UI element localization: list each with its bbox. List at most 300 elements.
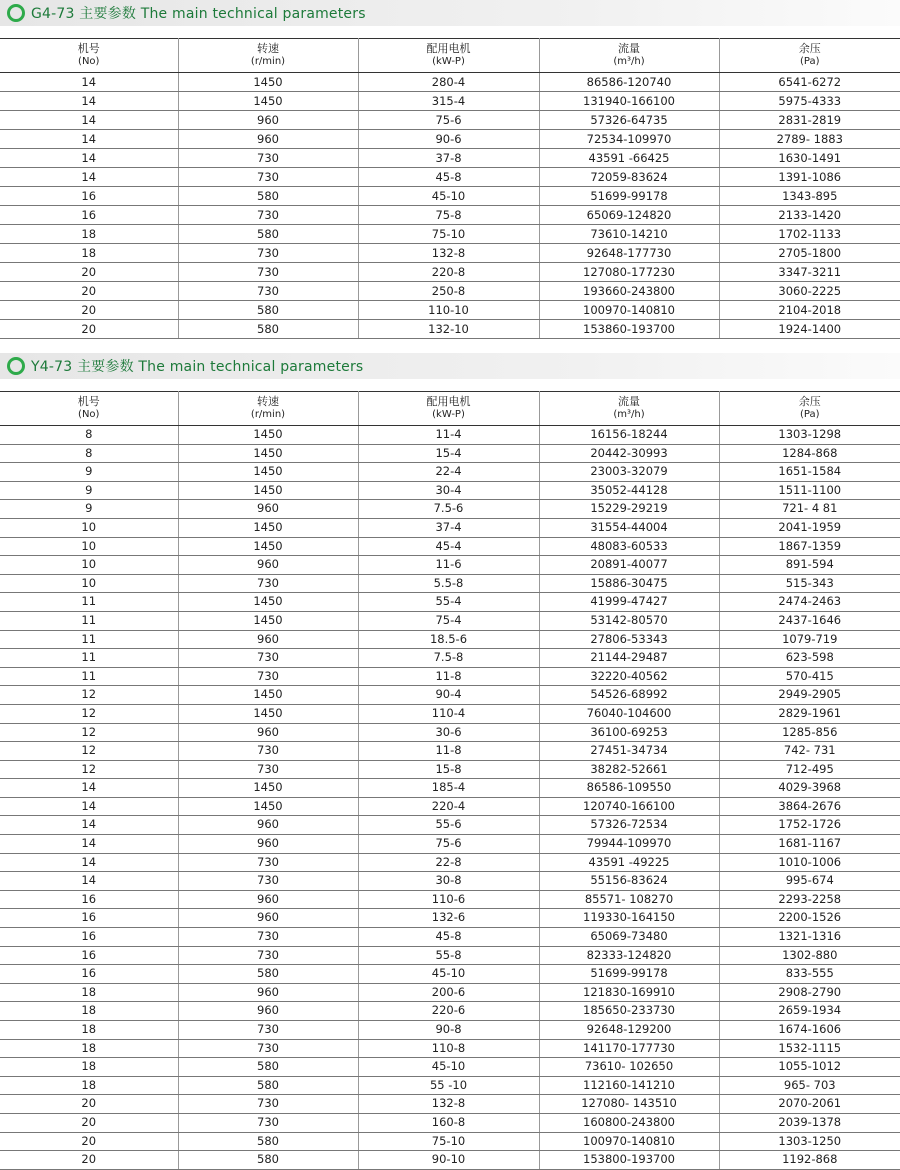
table-cell: 10 xyxy=(0,556,178,575)
table-cell: 580 xyxy=(178,1076,358,1095)
column-header-label: 流量 xyxy=(540,42,719,55)
table-row xyxy=(0,244,900,263)
table-cell: 20891-40077 xyxy=(539,556,719,575)
table-cell: 10 xyxy=(0,574,178,593)
table-cell: 22-4 xyxy=(358,463,539,482)
column-header-unit: (r/min) xyxy=(179,408,358,421)
table-cell: 1343-895 xyxy=(719,187,900,206)
table-cell: 18 xyxy=(0,225,178,244)
table-cell: 9 xyxy=(0,481,178,500)
table-cell: 580 xyxy=(178,965,358,984)
table-cell: 45-8 xyxy=(358,168,539,187)
table-cell: 960 xyxy=(178,1002,358,1021)
table-cell: 2659-1934 xyxy=(719,1002,900,1021)
table-cell: 2070-2061 xyxy=(719,1095,900,1114)
table-cell: 55-8 xyxy=(358,946,539,965)
column-header-label: 流量 xyxy=(540,395,719,408)
table-cell: 18.5-6 xyxy=(358,630,539,649)
table-cell: 730 xyxy=(178,853,358,872)
table-cell: 2437-1646 xyxy=(719,611,900,630)
table-cell: 960 xyxy=(178,630,358,649)
table-row xyxy=(0,556,900,575)
table-cell: 730 xyxy=(178,282,358,301)
table-row xyxy=(0,928,900,947)
table-cell: 15-4 xyxy=(358,444,539,463)
column-header-unit: (Pa) xyxy=(720,55,900,68)
table-cell: 86586-120740 xyxy=(539,73,719,92)
table-cell: 995-674 xyxy=(719,872,900,891)
table-cell: 16156-18244 xyxy=(539,426,719,445)
table-cell: 141170-177730 xyxy=(539,1039,719,1058)
table-cell: 16 xyxy=(0,909,178,928)
column-header xyxy=(358,391,539,426)
table-row xyxy=(0,909,900,928)
table-row xyxy=(0,426,900,445)
table-row xyxy=(0,444,900,463)
table-cell: 730 xyxy=(178,168,358,187)
table-cell: 31554-44004 xyxy=(539,518,719,537)
table-cell: 185-4 xyxy=(358,779,539,798)
table-cell: 2829-1961 xyxy=(719,704,900,723)
table-cell: 20 xyxy=(0,1095,178,1114)
table-cell: 712-495 xyxy=(719,760,900,779)
table-cell: 132-8 xyxy=(358,1095,539,1114)
table-cell: 73610-14210 xyxy=(539,225,719,244)
table-cell: 193660-243800 xyxy=(539,282,719,301)
column-header xyxy=(358,38,539,73)
table-cell: 20 xyxy=(0,1151,178,1170)
table-row xyxy=(0,797,900,816)
table-cell: 11-8 xyxy=(358,742,539,761)
table-cell: 110-8 xyxy=(358,1039,539,1058)
table-row xyxy=(0,574,900,593)
column-header xyxy=(0,38,178,73)
table-cell: 1450 xyxy=(178,463,358,482)
table-cell: 72534-109970 xyxy=(539,130,719,149)
table-cell: 12 xyxy=(0,686,178,705)
table-cell: 1079-719 xyxy=(719,630,900,649)
table-cell: 1450 xyxy=(178,481,358,500)
table-cell: 55 -10 xyxy=(358,1076,539,1095)
table-row xyxy=(0,1002,900,1021)
table-row xyxy=(0,723,900,742)
table-cell: 132-8 xyxy=(358,244,539,263)
table-cell: 43591 -66425 xyxy=(539,149,719,168)
table-cell: 220-8 xyxy=(358,263,539,282)
table-cell: 960 xyxy=(178,890,358,909)
column-header-unit: (Pa) xyxy=(720,408,900,421)
column-header-unit: (No) xyxy=(0,408,178,421)
column-header-unit: (m³/h) xyxy=(540,408,719,421)
table-cell: 250-8 xyxy=(358,282,539,301)
table-cell: 100970-140810 xyxy=(539,301,719,320)
circle-icon xyxy=(7,4,25,22)
column-header-unit: (r/min) xyxy=(179,55,358,68)
table-cell: 23003-32079 xyxy=(539,463,719,482)
table-cell: 9 xyxy=(0,463,178,482)
table-cell: 2041-1959 xyxy=(719,518,900,537)
table-cell: 1651-1584 xyxy=(719,463,900,482)
table-cell: 20 xyxy=(0,282,178,301)
table-cell: 1450 xyxy=(178,73,358,92)
table-cell: 960 xyxy=(178,723,358,742)
table-cell: 73610- 102650 xyxy=(539,1058,719,1077)
table-cell: 36100-69253 xyxy=(539,723,719,742)
table-cell: 12 xyxy=(0,760,178,779)
table-cell: 18 xyxy=(0,244,178,263)
table-cell: 3864-2676 xyxy=(719,797,900,816)
table-cell: 1450 xyxy=(178,593,358,612)
table-cell: 11-4 xyxy=(358,426,539,445)
table-cell: 730 xyxy=(178,946,358,965)
table-cell: 38282-52661 xyxy=(539,760,719,779)
table-cell: 11 xyxy=(0,593,178,612)
table-cell: 580 xyxy=(178,1058,358,1077)
table-cell: 280-4 xyxy=(358,73,539,92)
table-row xyxy=(0,149,900,168)
column-header xyxy=(0,391,178,426)
table-cell: 965- 703 xyxy=(719,1076,900,1095)
table-cell: 2474-2463 xyxy=(719,593,900,612)
table-cell: 6541-6272 xyxy=(719,73,900,92)
table-cell: 12 xyxy=(0,704,178,723)
table-cell: 730 xyxy=(178,649,358,668)
section-header-g4-73 xyxy=(0,0,900,26)
column-header-label: 机号 xyxy=(0,42,178,55)
column-header xyxy=(178,38,358,73)
table-cell: 48083-60533 xyxy=(539,537,719,556)
table-cell: 22-8 xyxy=(358,853,539,872)
table-cell: 110-6 xyxy=(358,890,539,909)
table-cell: 30-6 xyxy=(358,723,539,742)
table-row xyxy=(0,263,900,282)
table-cell: 730 xyxy=(178,244,358,263)
table-row xyxy=(0,206,900,225)
table-cell: 16 xyxy=(0,928,178,947)
column-header xyxy=(719,38,900,73)
table-cell: 20 xyxy=(0,320,178,339)
table-cell: 730 xyxy=(178,263,358,282)
table-cell: 75-8 xyxy=(358,206,539,225)
table-cell: 960 xyxy=(178,835,358,854)
table-row xyxy=(0,686,900,705)
table-cell: 730 xyxy=(178,928,358,947)
table-cell: 960 xyxy=(178,111,358,130)
y4-73-parameter-table xyxy=(0,391,900,1170)
table-cell: 960 xyxy=(178,130,358,149)
table-cell: 1192-868 xyxy=(719,1151,900,1170)
column-header-unit: (kW-P) xyxy=(359,55,539,68)
table-cell: 14 xyxy=(0,111,178,130)
table-cell: 15-8 xyxy=(358,760,539,779)
table-cell: 220-4 xyxy=(358,797,539,816)
table-row xyxy=(0,890,900,909)
table-cell: 1867-1359 xyxy=(719,537,900,556)
table-row xyxy=(0,1021,900,1040)
table-cell: 1450 xyxy=(178,518,358,537)
table-cell: 742- 731 xyxy=(719,742,900,761)
table-cell: 8 xyxy=(0,426,178,445)
table-cell: 86586-109550 xyxy=(539,779,719,798)
table-cell: 10 xyxy=(0,518,178,537)
table-cell: 1284-868 xyxy=(719,444,900,463)
table-cell: 1532-1115 xyxy=(719,1039,900,1058)
table-cell: 580 xyxy=(178,1151,358,1170)
table-cell: 14 xyxy=(0,130,178,149)
table-cell: 132-10 xyxy=(358,320,539,339)
table-cell: 16 xyxy=(0,965,178,984)
table-cell: 2908-2790 xyxy=(719,983,900,1002)
column-header-label: 转速 xyxy=(179,42,358,55)
table-cell: 580 xyxy=(178,301,358,320)
table-cell: 75-10 xyxy=(358,1132,539,1151)
table-row xyxy=(0,282,900,301)
table-cell: 721- 4 81 xyxy=(719,500,900,519)
table-cell: 2789- 1883 xyxy=(719,130,900,149)
column-header-unit: (m³/h) xyxy=(540,55,719,68)
table-cell: 27451-34734 xyxy=(539,742,719,761)
table-cell: 730 xyxy=(178,574,358,593)
section-title: Y4-73 主要参数 The main technical parameters xyxy=(31,356,363,376)
table-cell: 1303-1250 xyxy=(719,1132,900,1151)
table-cell: 623-598 xyxy=(719,649,900,668)
table-cell: 65069-124820 xyxy=(539,206,719,225)
table-cell: 160800-243800 xyxy=(539,1113,719,1132)
table-cell: 515-343 xyxy=(719,574,900,593)
table-cell: 1450 xyxy=(178,426,358,445)
table-cell: 75-4 xyxy=(358,611,539,630)
table-row xyxy=(0,1039,900,1058)
table-cell: 1302-880 xyxy=(719,946,900,965)
table-row xyxy=(0,500,900,519)
table-cell: 41999-47427 xyxy=(539,593,719,612)
table-cell: 2949-2905 xyxy=(719,686,900,705)
column-header-label: 配用电机 xyxy=(359,395,539,408)
table-cell: 580 xyxy=(178,225,358,244)
table-cell: 14 xyxy=(0,92,178,111)
table-cell: 90-6 xyxy=(358,130,539,149)
table-cell: 82333-124820 xyxy=(539,946,719,965)
table-cell: 14 xyxy=(0,779,178,798)
table-cell: 1511-1100 xyxy=(719,481,900,500)
table-cell: 100970-140810 xyxy=(539,1132,719,1151)
section-title: G4-73 主要参数 The main technical parameters xyxy=(31,3,366,23)
table-row xyxy=(0,872,900,891)
table-cell: 45-10 xyxy=(358,1058,539,1077)
table-cell: 8 xyxy=(0,444,178,463)
table-cell: 12 xyxy=(0,723,178,742)
table-cell: 11 xyxy=(0,649,178,668)
table-row xyxy=(0,481,900,500)
table-cell: 3347-3211 xyxy=(719,263,900,282)
column-header-label: 配用电机 xyxy=(359,42,539,55)
table-cell: 1303-1298 xyxy=(719,426,900,445)
table-cell: 21144-29487 xyxy=(539,649,719,668)
table-cell: 16 xyxy=(0,890,178,909)
table-header-row xyxy=(0,391,900,426)
table-cell: 14 xyxy=(0,149,178,168)
table-cell: 20442-30993 xyxy=(539,444,719,463)
table-row xyxy=(0,611,900,630)
table-cell: 75-6 xyxy=(358,835,539,854)
table-cell: 20 xyxy=(0,263,178,282)
table-cell: 1450 xyxy=(178,92,358,111)
table-cell: 2705-1800 xyxy=(719,244,900,263)
table-cell: 75-10 xyxy=(358,225,539,244)
table-cell: 55-6 xyxy=(358,816,539,835)
table-row xyxy=(0,518,900,537)
table-cell: 1681-1167 xyxy=(719,835,900,854)
table-cell: 20 xyxy=(0,301,178,320)
table-cell: 1702-1133 xyxy=(719,225,900,244)
table-row xyxy=(0,225,900,244)
table-cell: 1450 xyxy=(178,444,358,463)
column-header xyxy=(539,38,719,73)
table-row xyxy=(0,73,900,92)
table-cell: 45-4 xyxy=(358,537,539,556)
table-cell: 92648-177730 xyxy=(539,244,719,263)
table-row xyxy=(0,130,900,149)
table-cell: 112160-141210 xyxy=(539,1076,719,1095)
column-header-label: 余压 xyxy=(720,42,900,55)
table-cell: 90-4 xyxy=(358,686,539,705)
table-row xyxy=(0,946,900,965)
table-cell: 45-10 xyxy=(358,965,539,984)
table-cell: 18 xyxy=(0,1058,178,1077)
table-row xyxy=(0,704,900,723)
table-cell: 1924-1400 xyxy=(719,320,900,339)
table-cell: 30-8 xyxy=(358,872,539,891)
table-cell: 57326-64735 xyxy=(539,111,719,130)
table-cell: 90-10 xyxy=(358,1151,539,1170)
table-cell: 127080- 143510 xyxy=(539,1095,719,1114)
table-row xyxy=(0,983,900,1002)
table-cell: 5.5-8 xyxy=(358,574,539,593)
column-header-label: 转速 xyxy=(179,395,358,408)
table-cell: 90-8 xyxy=(358,1021,539,1040)
table-row xyxy=(0,816,900,835)
table-cell: 18 xyxy=(0,1039,178,1058)
table-cell: 1752-1726 xyxy=(719,816,900,835)
table-cell: 27806-53343 xyxy=(539,630,719,649)
table-cell: 131940-166100 xyxy=(539,92,719,111)
table-cell: 7.5-6 xyxy=(358,500,539,519)
table-cell: 960 xyxy=(178,983,358,1002)
table-cell: 960 xyxy=(178,816,358,835)
table-cell: 185650-233730 xyxy=(539,1002,719,1021)
column-header-unit: (kW-P) xyxy=(359,408,539,421)
table-cell: 1285-856 xyxy=(719,723,900,742)
table-cell: 960 xyxy=(178,556,358,575)
table-cell: 18 xyxy=(0,983,178,1002)
table-cell: 9 xyxy=(0,500,178,519)
table-cell: 730 xyxy=(178,149,358,168)
table-row xyxy=(0,593,900,612)
table-row xyxy=(0,1076,900,1095)
table-cell: 16 xyxy=(0,946,178,965)
table-cell: 7.5-8 xyxy=(358,649,539,668)
table-cell: 580 xyxy=(178,320,358,339)
table-cell: 2104-2018 xyxy=(719,301,900,320)
table-cell: 14 xyxy=(0,853,178,872)
column-header-label: 余压 xyxy=(720,395,900,408)
table-cell: 110-4 xyxy=(358,704,539,723)
table-cell: 55156-83624 xyxy=(539,872,719,891)
table-cell: 1630-1491 xyxy=(719,149,900,168)
table-cell: 37-4 xyxy=(358,518,539,537)
table-cell: 18 xyxy=(0,1002,178,1021)
table-row xyxy=(0,301,900,320)
table-cell: 14 xyxy=(0,816,178,835)
table-cell: 54526-68992 xyxy=(539,686,719,705)
table-row xyxy=(0,537,900,556)
table-cell: 730 xyxy=(178,742,358,761)
table-cell: 65069-73480 xyxy=(539,928,719,947)
table-row xyxy=(0,853,900,872)
table-cell: 1391-1086 xyxy=(719,168,900,187)
table-row xyxy=(0,760,900,779)
table-cell: 14 xyxy=(0,872,178,891)
column-header-label: 机号 xyxy=(0,395,178,408)
table-cell: 2293-2258 xyxy=(719,890,900,909)
table-header-row xyxy=(0,38,900,73)
table-cell: 45-8 xyxy=(358,928,539,947)
table-cell: 833-555 xyxy=(719,965,900,984)
table-cell: 12 xyxy=(0,742,178,761)
table-cell: 72059-83624 xyxy=(539,168,719,187)
table-cell: 1055-1012 xyxy=(719,1058,900,1077)
table-cell: 730 xyxy=(178,1113,358,1132)
table-cell: 960 xyxy=(178,500,358,519)
table-cell: 730 xyxy=(178,1095,358,1114)
table-row xyxy=(0,1113,900,1132)
table-cell: 110-10 xyxy=(358,301,539,320)
table-cell: 1321-1316 xyxy=(719,928,900,947)
table-cell: 891-594 xyxy=(719,556,900,575)
table-cell: 11 xyxy=(0,630,178,649)
table-row xyxy=(0,168,900,187)
table-row xyxy=(0,667,900,686)
table-cell: 1450 xyxy=(178,611,358,630)
table-row xyxy=(0,463,900,482)
table-cell: 160-8 xyxy=(358,1113,539,1132)
table-cell: 730 xyxy=(178,1021,358,1040)
table-cell: 18 xyxy=(0,1021,178,1040)
table-cell: 45-10 xyxy=(358,187,539,206)
table-row xyxy=(0,92,900,111)
table-cell: 153860-193700 xyxy=(539,320,719,339)
table-row xyxy=(0,1151,900,1170)
table-cell: 11-8 xyxy=(358,667,539,686)
column-header xyxy=(719,391,900,426)
table-row xyxy=(0,111,900,130)
table-cell: 120740-166100 xyxy=(539,797,719,816)
table-cell: 14 xyxy=(0,797,178,816)
table-cell: 127080-177230 xyxy=(539,263,719,282)
table-cell: 1010-1006 xyxy=(719,853,900,872)
table-cell: 32220-40562 xyxy=(539,667,719,686)
table-cell: 1450 xyxy=(178,704,358,723)
table-cell: 730 xyxy=(178,206,358,225)
table-cell: 51699-99178 xyxy=(539,965,719,984)
table-row xyxy=(0,1058,900,1077)
table-cell: 132-6 xyxy=(358,909,539,928)
table-row xyxy=(0,965,900,984)
table-cell: 51699-99178 xyxy=(539,187,719,206)
table-cell: 18 xyxy=(0,1076,178,1095)
table-cell: 76040-104600 xyxy=(539,704,719,723)
table-cell: 200-6 xyxy=(358,983,539,1002)
